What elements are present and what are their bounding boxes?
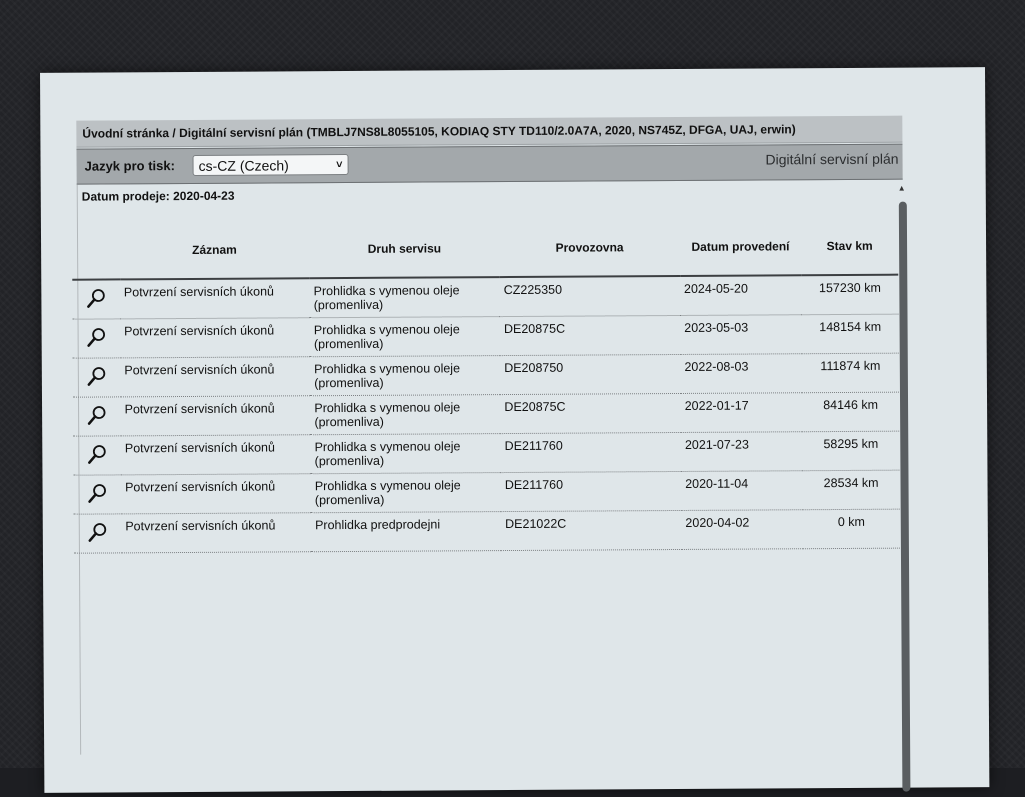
workshop-cell: DE20875C	[500, 393, 681, 433]
record-cell: Potvrzení servisních úkonů	[121, 474, 311, 514]
service-type-cell	[310, 317, 500, 357]
record-cell: Potvrzení servisních úkonů	[120, 357, 310, 397]
printed-page	[40, 67, 989, 793]
breadcrumb-text[interactable]: Úvodní stránka / Digitální servisní plán (TMBLJ7NS8L8055105, KODIAQ STY TD110/2.0A7A, 2020, NS745Z, DFGA, UAJ, erwin)	[82, 122, 796, 141]
date-cell: 2020-04-02	[681, 510, 803, 550]
service-type-cell	[310, 277, 500, 318]
magnifier-icon[interactable]	[86, 365, 108, 387]
language-label: Jazyk pro tisk:	[84, 158, 175, 174]
column-header-service-type[interactable]: Druh servisu	[309, 220, 499, 278]
service-type-note: (promenliva)	[314, 375, 384, 391]
print-toolbar	[76, 144, 902, 185]
table-row[interactable]	[73, 353, 899, 397]
workshop-cell: DE20875C	[500, 315, 681, 355]
table-row[interactable]	[74, 509, 900, 553]
date-cell: 2021-07-23	[681, 432, 803, 472]
row-icon-cell[interactable]	[72, 279, 120, 319]
service-type-note: (promenliva)	[314, 453, 385, 469]
table-header-row	[72, 218, 898, 280]
magnifier-icon[interactable]	[86, 404, 108, 426]
sale-date: Datum prodeje: 2020-04-23	[81, 188, 235, 204]
magnifier-icon[interactable]	[85, 326, 107, 348]
service-type-note: (promenliva)	[314, 492, 385, 508]
column-header-record[interactable]: Záznam	[119, 221, 309, 279]
record-cell: Potvrzení servisních úkonů	[121, 396, 311, 436]
column-header-mileage[interactable]: Stav km	[801, 218, 898, 276]
language-select[interactable]	[193, 154, 349, 176]
column-header-workshop[interactable]: Provozovna	[499, 219, 680, 277]
row-icon-cell[interactable]	[73, 319, 121, 358]
record-cell: Potvrzení servisních úkonů	[120, 278, 310, 319]
page-title: Digitální servisní plán	[765, 150, 899, 168]
table-row[interactable]	[73, 431, 899, 475]
row-icon-cell[interactable]	[73, 475, 121, 514]
content-area	[77, 180, 906, 755]
magnifier-icon[interactable]	[86, 443, 108, 465]
record-cell: Potvrzení servisních úkonů	[120, 318, 310, 358]
service-plan-page	[76, 116, 906, 755]
table-row[interactable]	[73, 314, 899, 358]
scrollbar-thumb[interactable]	[899, 202, 911, 792]
date-cell: 2022-01-17	[681, 393, 803, 433]
arrow-up-icon[interactable]: ▲	[897, 183, 906, 193]
column-header-icon	[72, 222, 120, 279]
workshop-cell: CZ225350	[500, 276, 681, 317]
table-row[interactable]	[73, 392, 899, 436]
service-type-line: Prohlidka predprodejni	[314, 517, 441, 533]
date-cell: 2023-05-03	[680, 315, 802, 355]
service-type-note: (promenliva)	[313, 336, 384, 352]
service-type-line: Prohlidka s vymenou oleje	[314, 439, 461, 455]
date-cell: 2020-11-04	[681, 471, 803, 511]
service-type-cell	[310, 356, 500, 396]
magnifier-icon[interactable]	[85, 287, 107, 309]
mileage-cell: 84146 km	[802, 392, 899, 432]
service-records-table	[72, 218, 900, 554]
mileage-cell: 28534 km	[803, 470, 900, 510]
service-type-cell	[311, 473, 501, 513]
service-type-cell	[310, 434, 500, 474]
service-type-cell	[310, 395, 500, 435]
chevron-down-icon: ˅	[336, 159, 343, 172]
row-icon-cell[interactable]	[73, 397, 121, 436]
row-icon-cell[interactable]	[73, 436, 121, 475]
record-cell: Potvrzení servisních úkonů	[121, 435, 311, 475]
service-type-note: (promenliva)	[314, 414, 384, 430]
column-header-date[interactable]: Datum provedení	[680, 218, 802, 276]
language-select-value: cs-CZ (Czech)	[198, 157, 289, 174]
row-icon-cell[interactable]	[73, 358, 121, 397]
date-cell: 2022-08-03	[680, 354, 802, 394]
magnifier-icon[interactable]	[87, 521, 109, 543]
workshop-cell: DE211760	[501, 432, 682, 472]
workshop-cell: DE208750	[500, 354, 681, 394]
service-type-line: Prohlidka s vymenou oleje	[313, 322, 460, 338]
service-type-line: Prohlidka s vymenou oleje	[313, 283, 460, 299]
mileage-cell: 58295 km	[802, 431, 899, 471]
service-type-cell	[311, 512, 501, 552]
record-cell: Potvrzení servisních úkonů	[121, 513, 311, 553]
service-type-line: Prohlidka s vymenou oleje	[314, 361, 461, 377]
magnifier-icon[interactable]	[86, 482, 108, 504]
table-row[interactable]	[73, 470, 899, 514]
workshop-cell: DE21022C	[501, 510, 682, 550]
breadcrumb	[76, 116, 902, 148]
service-type-line: Prohlidka s vymenou oleje	[314, 400, 461, 416]
service-type-line: Prohlidka s vymenou oleje	[314, 478, 461, 494]
table-row[interactable]	[72, 275, 898, 320]
mileage-cell: 157230 km	[801, 275, 898, 315]
mileage-cell: 148154 km	[802, 314, 899, 354]
mileage-cell: 0 km	[803, 509, 900, 549]
workshop-cell: DE211760	[501, 471, 682, 511]
date-cell: 2024-05-20	[680, 275, 802, 315]
mileage-cell: 111874 km	[802, 353, 899, 393]
service-type-note: (promenliva)	[313, 297, 384, 313]
row-icon-cell[interactable]	[74, 514, 122, 553]
